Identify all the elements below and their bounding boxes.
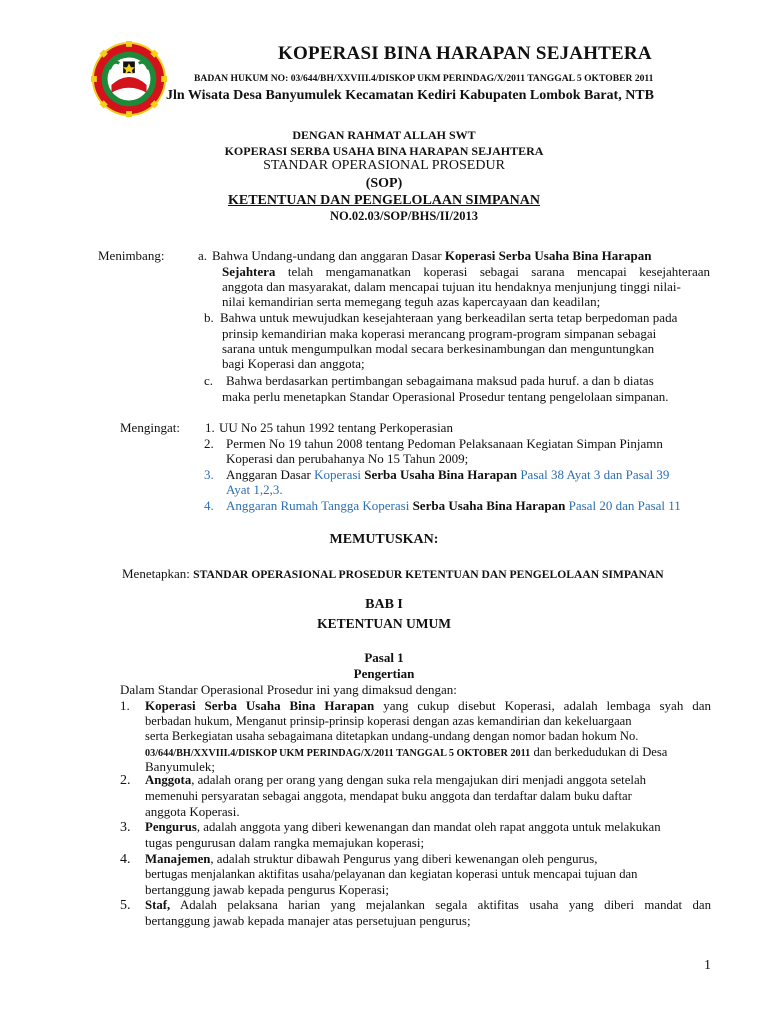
def-2-marker: 2. — [120, 773, 131, 788]
mengingat-4-line — [226, 498, 681, 514]
mengingat-1: UU No 25 tahun 1992 tentang Perkoperasian — [219, 420, 453, 435]
def-1-line1 — [145, 698, 711, 714]
menimbang-c-marker: c. — [204, 373, 214, 388]
pasal-intro: Dalam Standar Operasional Prosedur ini yang dimaksud dengan: — [120, 682, 457, 697]
def-1-term: Koperasi Serba Usaha Bina Harapan — [145, 698, 375, 713]
menimbang-c-line1: Bahwa berdasarkan pertimbangan sebagaimana maksud pada huruf. a dan b diatas — [226, 373, 654, 388]
mengingat-3-c: Serba Usaha Bina Harapan — [364, 467, 518, 482]
cooperative-logo — [90, 40, 168, 118]
title-line-2: KOPERASI SERBA USAHA BINA HARAPAN SEJAHTERA — [224, 144, 544, 158]
menimbang-a-line3: anggota dan masyarakat, dalam mencapai tujuan itu hendaknya menjunjung tinggi nilai- — [222, 279, 681, 294]
menimbang-b-marker: b. — [204, 310, 214, 325]
menimbang-a-bold2: Sejahtera — [222, 264, 276, 279]
def-4-line2: bertugas menjalankan aktifitas usaha/pelayanan dan kegiatan koperasi untuk mencapai tujuan dan — [145, 867, 638, 881]
menimbang-a-marker: a. — [198, 248, 208, 263]
def-2-line2: memenuhi persyaratan sebagai anggota, mendapat buku anggota dan terdaftar dalam buku daftar — [145, 789, 632, 803]
mengingat-2-line2: Koperasi dan perubahanya No 15 Tahun 2009; — [226, 451, 469, 466]
bab-title: BAB I — [365, 597, 403, 612]
menimbang-a-rest: telah mengamanatkan koperasi sebagai sarana mencapai kesejahteraan — [287, 264, 710, 279]
def-1-line4-rest: dan berkedudukan di Desa — [533, 745, 668, 759]
menimbang-label: Menimbang: — [98, 248, 165, 263]
def-2-line1 — [145, 773, 646, 789]
mengingat-3-b: Koperasi — [314, 467, 362, 482]
menimbang-c-line2: maka perlu menetapkan Standar Operasional Prosedur tentang pengelolaan simpanan. — [222, 389, 669, 404]
mengingat-label: Mengingat: — [120, 420, 180, 435]
pasal-title: Pengertian — [353, 666, 415, 681]
title-line-5: KETENTUAN DAN PENGELOLAAN SIMPANAN — [227, 193, 541, 208]
menimbang-b-line2: prinsip kemandirian maka koperasi merancang program-program simpanan sebagai — [222, 326, 657, 341]
bab-subtitle: KETENTUAN UMUM — [317, 616, 451, 631]
pasal-number: Pasal 1 — [364, 650, 404, 665]
mengingat-3-a: Anggaran Dasar — [226, 467, 311, 482]
def-1-legal: 03/644/BH/XXVIII.4/DISKOP UKM PERINDAG/X/2011 TANGGAL 5 OKTOBER 2011 — [145, 748, 531, 759]
menimbang-b-line1: Bahwa untuk mewujudkan kesejahteraan yang berkeadilan serta tetap berpedoman pada — [220, 310, 678, 325]
def-4-line3: bertanggung jawab kepada pengurus Koperasi; — [145, 882, 390, 897]
legal-registration: BADAN HUKUM NO: 03/644/BH/XXVIII.4/DISKOP UKM PERINDAG/X/2011 TANGGAL 5 OKTOBER 2011 — [194, 73, 654, 84]
def-3-line2: tugas pengurusan dalam rangka memajukan koperasi; — [145, 835, 425, 850]
def-3-term: Pengurus — [145, 820, 197, 834]
def-5-line1 — [145, 898, 711, 914]
menimbang-b-line3: sarana untuk mengumpulkan modal secara berkesinambungan dan menguntungkan — [222, 341, 655, 356]
def-5-text: Adalah pelaksana harian yang mejalankan segala aktifitas usaha yang diberi mandat dan — [179, 898, 711, 912]
def-4-marker: 4. — [120, 852, 131, 867]
def-1-line4 — [145, 744, 667, 762]
menimbang-a-bold: Koperasi Serba Usaha Bina Harapan — [444, 248, 652, 263]
def-2-text: , adalah orang per orang yang dengan suka rela mengajukan diri menjadi anggota setelah — [191, 773, 647, 787]
mengingat-1-marker: 1. — [205, 420, 215, 435]
def-1-text: yang cukup disebut Koperasi, adalah lembaga syah dan — [383, 698, 712, 713]
def-1-marker: 1. — [120, 698, 130, 713]
mengingat-3-line1 — [226, 467, 669, 483]
address: Jln Wisata Desa Banyumulek Kecamatan Kediri Kabupaten Lombok Barat, NTB — [166, 88, 654, 103]
def-3-line1 — [145, 820, 661, 836]
mengingat-4-marker: 4. — [204, 498, 214, 513]
menetapkan-label: Menetapkan: — [122, 566, 190, 581]
menimbang-a-line2 — [222, 264, 710, 280]
mengingat-2-marker: 2. — [204, 436, 214, 451]
def-5-marker: 5. — [120, 898, 131, 913]
def-5-term: Staf, — [145, 898, 171, 912]
def-3-marker: 3. — [120, 820, 131, 835]
def-2-line3: anggota Koperasi. — [145, 804, 240, 819]
title-line-1: DENGAN RAHMAT ALLAH SWT — [292, 128, 476, 142]
def-3-text: , adalah anggota yang diberi kewenangan dan mandat oleh rapat anggota untuk melakukan — [196, 820, 661, 834]
def-4-line1 — [145, 852, 597, 868]
mengingat-4-a: Anggaran Rumah Tangga Koperasi — [226, 498, 410, 513]
mengingat-4-b: Serba Usaha Bina Harapan — [412, 498, 566, 513]
title-line-3: STANDAR OPERASIONAL PROSEDUR — [263, 158, 505, 173]
memutuskan-heading: MEMUTUSKAN: — [329, 532, 439, 547]
def-4-term: Manajemen — [145, 852, 211, 866]
menimbang-b-line4: bagi Koperasi dan anggota; — [222, 356, 365, 371]
menimbang-a-line4: nilai kemandirian serta memegang teguh azas kapercayaan dan keadilan; — [222, 294, 601, 309]
def-1-line5: Banyumulek; — [145, 759, 216, 774]
mengingat-3-line2: Ayat 1,2,3. — [226, 482, 283, 497]
def-1-line2: berbadan hukum, Menganut prinsip-prinsip koperasi dengan azas kemandirian dan kekeluargaan — [145, 714, 632, 728]
def-1-line3: serta Berkegiatan usaha sebagaimana ditetapkan undang-undang dengan nomor badan hokum No. — [145, 729, 639, 743]
page-number: 1 — [704, 958, 711, 973]
menetapkan-line — [122, 566, 664, 583]
org-name: KOPERASI BINA HARAPAN SEJAHTERA — [278, 43, 652, 64]
sop-number: NO.02.03/SOP/BHS/II/2013 — [330, 209, 478, 223]
def-2-term: Anggota — [145, 773, 192, 787]
def-5-line2: bertanggung jawab kepada manajer atas persetujuan pengurus; — [145, 913, 471, 928]
menimbang-a-line1 — [212, 248, 710, 264]
mengingat-2-line1: Permen No 19 tahun 2008 tentang Pedoman Pelaksanaan Kegiatan Simpan Pinjamn — [226, 436, 663, 451]
mengingat-4-c: Pasal 20 dan Pasal 11 — [568, 498, 681, 513]
menetapkan-text: STANDAR OPERASIONAL PROSEDUR KETENTUAN DAN PENGELOLAAN SIMPANAN — [193, 568, 664, 581]
menimbang-a-pre: Bahwa Undang-undang dan anggaran Dasar — [212, 248, 442, 263]
title-line-4: (SOP) — [365, 176, 403, 191]
mengingat-3-d: Pasal 38 Ayat 3 dan Pasal 39 — [520, 467, 670, 482]
def-4-text: , adalah struktur dibawah Pengurus yang diberi kewenangan oleh pengurus, — [210, 852, 598, 866]
mengingat-3-marker: 3. — [204, 467, 214, 482]
